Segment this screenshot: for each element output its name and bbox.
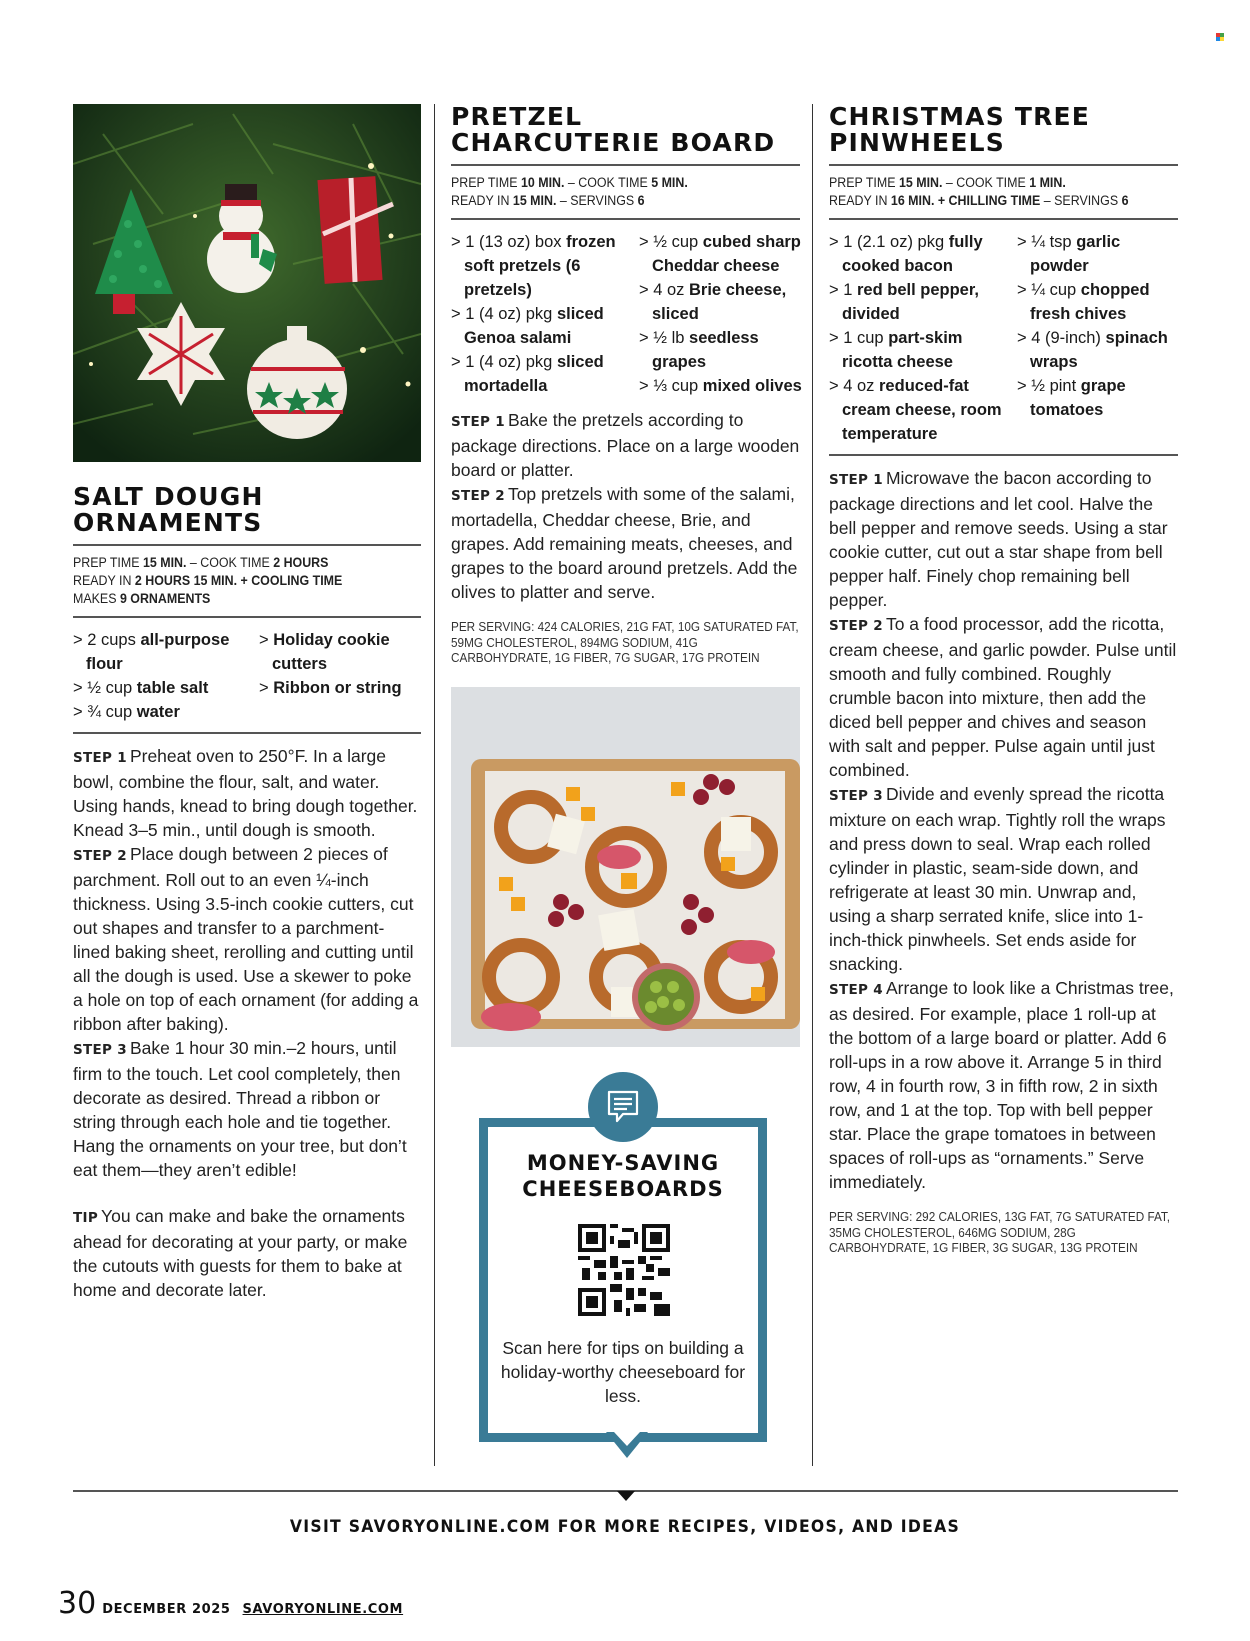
down-arrow-icon	[617, 1491, 635, 1501]
step: STEP 3 Divide and evenly spread the ricotta mixture on each wrap. Tightly roll the wraps and press down to seal. Wrap each rolled cylinder in plastic, seam-side down, and refrigerate at least 30 min. Unwrap and, using a sharp serrated knife, slice into 1-inch-thick pinwheels. Set ends aside for snacking.	[829, 784, 1166, 974]
ingredient-item: > ¼ tsp garlic powder	[1017, 233, 1121, 275]
column-divider	[434, 104, 435, 1466]
step: STEP 3 Bake 1 hour 30 min.–2 hours, until firm to the touch. Let cool completely, then decorate as desired. Thread a ribbon or string through each hole and tie together. Hang the ornaments on your tree, but don’t eat them—they aren’t edible!	[73, 1038, 407, 1180]
step: STEP 1 Preheat oven to 250°F. In a large bowl, combine the flour, salt, and water. Using hands, knead to bring dough together. Knead 3–5 min., until dough is smooth.	[73, 746, 418, 840]
ingredient-column	[829, 230, 1009, 446]
ingredient-list	[451, 230, 800, 398]
divider	[451, 218, 800, 220]
recipe-steps	[829, 466, 1178, 1194]
divider	[829, 454, 1178, 456]
recipe-tip: TIP You can make and bake the ornaments ahead for decorating at your party, or make the cutouts with guests for them to bake at home and decorate later.	[73, 1206, 408, 1300]
callout-pointer-inner	[614, 1432, 640, 1446]
recipe-steps	[73, 744, 421, 1182]
nutrition-info: PER SERVING: 424 CALORIES, 21G FAT, 10G SATURATED FAT, 59MG CHOLESTEROL, 894MG SODIUM, 41G CARBOHYDRATE, 1G FIBER, 7G SUGAR, 17G PROTEIN	[451, 620, 799, 665]
ingredient-item: > 1 red bell pepper, divided	[829, 281, 979, 323]
recipe-meta: PREP TIME 10 MIN. – COOK TIME 5 MIN. READY IN 15 MIN. – SERVINGS 6	[451, 175, 688, 208]
ingredient-item: > 1 cup part-skim ricotta cheese	[829, 329, 963, 371]
step: STEP 1 Bake the pretzels according to package directions. Place on a large wooden board or platter.	[451, 410, 800, 480]
step: STEP 2 Top pretzels with some of the salami, mortadella, Cheddar cheese, Brie, and grapes. Add remaining meats, cheeses, and grapes to the board around pretzels. Add the olives to platter and serve.	[451, 484, 798, 602]
ingredient-item: > 1 (2.1 oz) pkg fully cooked bacon	[829, 233, 983, 275]
ingredient-item: > ⅓ cup mixed olives	[639, 377, 802, 395]
recipe-pretzel-charcuterie-board	[451, 104, 800, 1047]
recipe-title: PRETZEL CHARCUTERIE BOARD	[451, 102, 776, 157]
callout-text: Scan here for tips on building a holiday-worthy cheeseboard for less.	[500, 1338, 746, 1406]
callout-title: MONEY-SAVING CHEESEBOARDS	[522, 1151, 724, 1201]
ingredient-item: > ½ lb seedless grapes	[639, 329, 759, 371]
step: STEP 2 To a food processor, add the ricotta, cream cheese, and garlic powder. Pulse until smooth and fully combined. Roughly crumble bacon into mixture, then add the diced bell pepper and chives and season with salt and pepper. Pulse again until just combined.	[829, 614, 1177, 780]
recipe-salt-dough-ornaments	[73, 104, 421, 1302]
ingredient-column	[451, 230, 631, 398]
site-link[interactable]: SAVORYONLINE.COM	[242, 1602, 404, 1617]
ingredient-item: > 4 oz Brie cheese, sliced	[639, 281, 787, 323]
ingredient-item: > 1 (4 oz) pkg sliced mortadella	[451, 353, 604, 395]
ornaments-photo	[73, 104, 421, 462]
issue-date: DECEMBER 2025	[102, 1602, 231, 1617]
qr-code[interactable]	[578, 1224, 670, 1316]
ingredient-column	[639, 230, 804, 398]
ingredient-column	[1017, 230, 1182, 446]
divider	[73, 616, 421, 618]
divider	[451, 164, 800, 166]
ingredient-list	[829, 230, 1178, 446]
recipe-title: CHRISTMAS TREE PINWHEELS	[829, 102, 1091, 157]
ingredient-item: > ½ cup table salt	[73, 679, 209, 697]
ingredient-list	[73, 628, 421, 724]
ingredient-item: > ¾ cup water	[73, 703, 180, 721]
ingredient-item: > 4 oz reduced-fat cream cheese, room temperature	[829, 377, 1002, 443]
ingredient-item: > 2 cups all-purpose flour	[73, 631, 230, 673]
divider	[829, 218, 1178, 220]
recipe-meta: PREP TIME 15 MIN. – COOK TIME 2 HOURS READY IN 2 HOURS 15 MIN. + COOLING TIME MAKES 9 ORNAMENTS	[73, 555, 343, 606]
ingredient-item: > ½ pint grape tomatoes	[1017, 377, 1126, 419]
ingredient-item: > ½ cup cubed sharp Cheddar cheese	[639, 233, 801, 275]
step: STEP 1 Microwave the bacon according to package directions and let cool. Halve the bell pepper and remove seeds. Using a star cookie cutter, cut out a star shape from bell pepper half. Finely chop remaining bell pepper.	[829, 468, 1168, 610]
chat-bubble-icon	[588, 1072, 658, 1142]
divider	[829, 164, 1178, 166]
recipe-steps	[451, 408, 800, 604]
recipe-meta: PREP TIME 15 MIN. – COOK TIME 1 MIN. READY IN 16 MIN. + CHILLING TIME – SERVINGS 6	[829, 175, 1129, 208]
column-divider	[812, 104, 813, 1466]
divider	[73, 544, 421, 546]
step: STEP 4 Arrange to look like a Christmas tree, as desired. For example, place 1 roll-up at the bottom of a large board or platter. Add 6 roll-ups in a row above it. Arrange 5 in third row, 4 in fourth row, 3 in fifth row, 2 in sixth row, and 1 at the top. Top with bell pepper star. Place the grape tomatoes in between spaces of roll-ups as “ornaments.” Serve immediately.	[829, 978, 1174, 1192]
charcuterie-board-photo	[451, 687, 800, 1047]
recipe-title: SALT DOUGH ORNAMENTS	[73, 482, 264, 537]
footer-cta: VISIT SAVORYONLINE.COM FOR MORE RECIPES, VIDEOS, AND IDEAS	[289, 1517, 961, 1537]
page-number: 30	[58, 1586, 97, 1621]
page-folio	[58, 1586, 403, 1621]
ingredient-item: > 1 (4 oz) pkg sliced Genoa salami	[451, 305, 604, 347]
recipe-christmas-tree-pinwheels	[829, 104, 1178, 1257]
divider	[73, 732, 421, 734]
ingredient-item: > Holiday cookie cutters	[259, 631, 390, 673]
nutrition-info: PER SERVING: 292 CALORIES, 13G FAT, 7G SATURATED FAT, 35MG CHOLESTEROL, 646MG SODIUM, 28G CARBOHYDRATE, 1G FIBER, 3G SUGAR, 13G PROTEIN	[829, 1210, 1171, 1255]
ingredient-item: > Ribbon or string	[259, 679, 402, 697]
ingredient-item: > 4 (9-inch) spinach wraps	[1017, 329, 1168, 371]
ingredient-item: > ¼ cup chopped fresh chives	[1017, 281, 1150, 323]
color-registration-mark-icon	[1216, 33, 1224, 41]
step: STEP 2 Place dough between 2 pieces of parchment. Roll out to an even ¼-inch thickness. Using 3.5-inch cookie cutters, cut out shapes and transfer to a parchment-lined baking sheet, rerolling and cutting until all the dough is used. Use a skewer to poke a hole on top of each ornament (for adding a ribbon after baking).	[73, 844, 419, 1034]
ingredient-item: > 1 (13 oz) box frozen soft pretzels (6 pretzels)	[451, 233, 616, 299]
